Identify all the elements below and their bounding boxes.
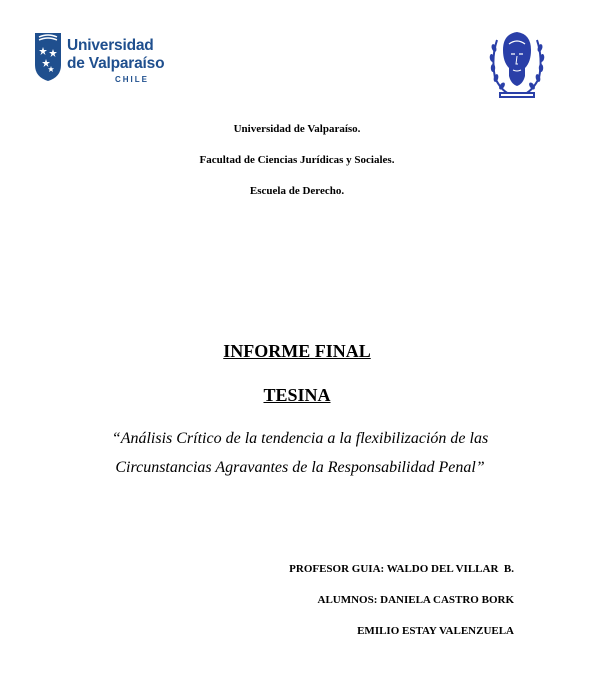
thesis-subject [60, 424, 540, 482]
faculty-seal-icon [487, 28, 547, 102]
header-university: Universidad de Valparaíso. [233, 123, 361, 135]
students-line: ALUMNOS: DANIELA CASTRO BORK [317, 594, 514, 606]
university-logo-line2: de Valparaíso [67, 55, 165, 72]
university-crest-icon [33, 31, 63, 83]
report-type: TESINA [263, 385, 331, 405]
university-logo-name [67, 37, 164, 73]
thesis-subject-line1: “Análisis Crítico de la tendencia a la flexibilización de las [111, 430, 489, 447]
header-faculty: Facultad de Ciencias Jurídicas y Sociales. [199, 154, 395, 166]
thesis-subject-line2: Circunstancias Agravantes de la Responsabilidad Penal” [115, 459, 485, 476]
advisor-line: PROFESOR GUIA: WALDO DEL VILLAR B. [289, 563, 514, 575]
second-student-line: EMILIO ESTAY VALENZUELA [357, 625, 514, 637]
university-logo-country: CHILE [115, 75, 149, 84]
header-school: Escuela de Derecho. [249, 185, 345, 197]
university-logo-line1: Universidad [67, 37, 154, 54]
report-title: INFORME FINAL [223, 341, 371, 361]
university-logo [33, 31, 165, 91]
